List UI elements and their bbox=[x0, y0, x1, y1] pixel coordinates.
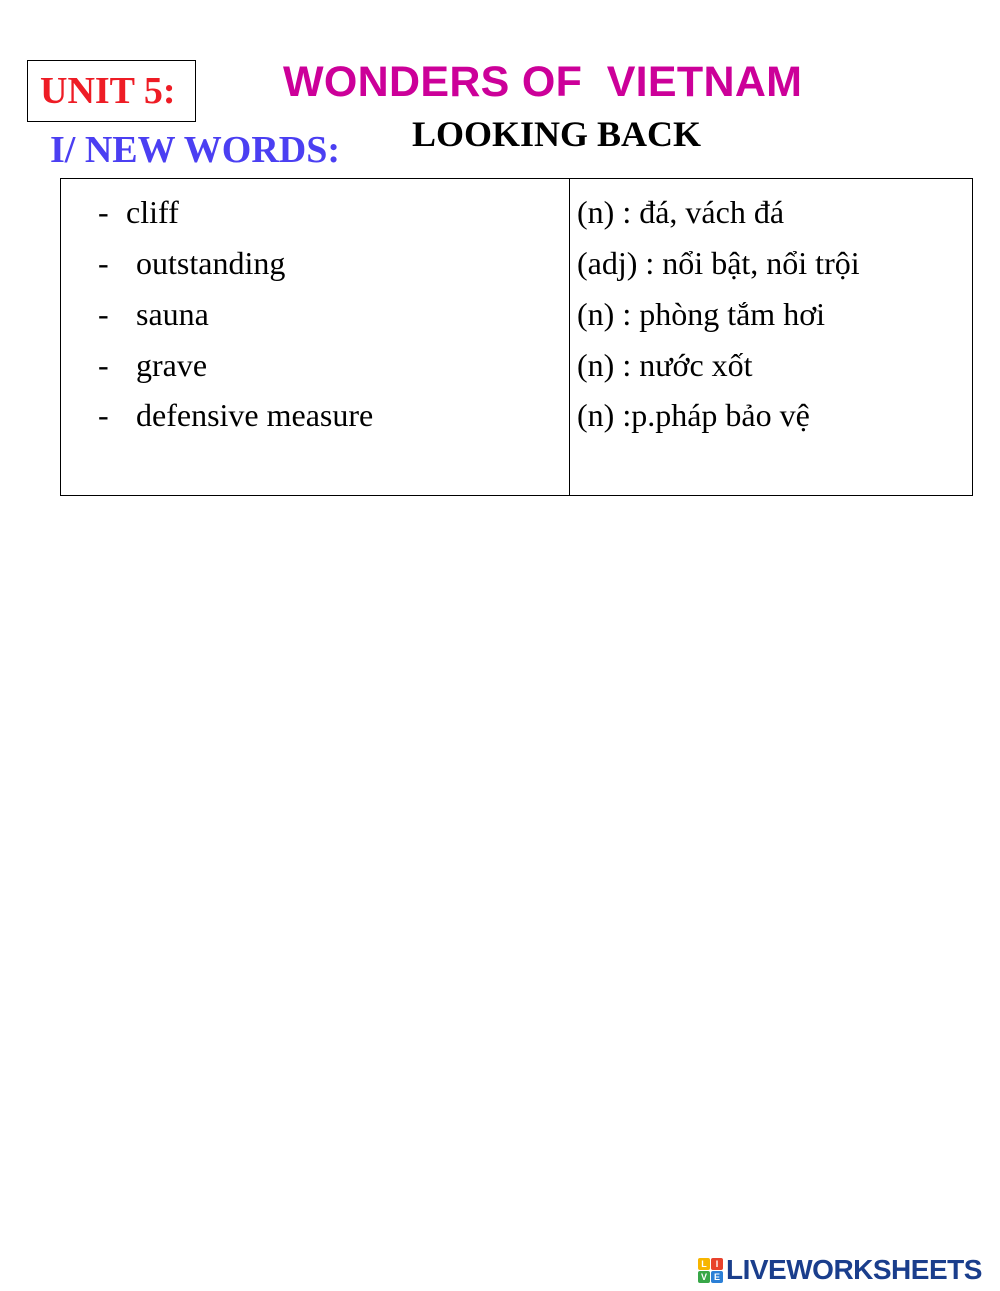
vocab-word: sauna bbox=[136, 296, 209, 332]
vocab-word-row bbox=[98, 194, 558, 230]
unit-label: UNIT 5: bbox=[40, 70, 176, 112]
liveworksheets-logo bbox=[698, 1255, 982, 1285]
vocab-word: defensive measure bbox=[136, 397, 374, 433]
worksheet-title: WONDERS OF VIETNAM bbox=[283, 58, 803, 106]
vocab-meaning: (n) : đá, vách đá bbox=[577, 194, 785, 230]
liveworksheets-logo-icon bbox=[698, 1258, 723, 1283]
list-dash: - bbox=[98, 296, 109, 332]
vocab-meaning: (n) :p.pháp bảo vệ bbox=[577, 397, 810, 433]
logo-tile: E bbox=[711, 1271, 723, 1283]
vocab-word: grave bbox=[136, 347, 208, 383]
vocab-meaning: (adj) : nổi bật, nổi trội bbox=[577, 245, 860, 281]
vocab-meaning: (n) : nước xốt bbox=[577, 347, 753, 383]
worksheet-subtitle: LOOKING BACK bbox=[412, 114, 702, 154]
vocab-word: cliff bbox=[126, 194, 179, 230]
vocab-word: outstanding bbox=[136, 245, 286, 281]
vocab-meaning: (n) : phòng tắm hơi bbox=[577, 296, 825, 332]
section-heading-new-words: I/ NEW WORDS: bbox=[50, 129, 340, 171]
vocabulary-table bbox=[60, 178, 973, 496]
vocab-word-row bbox=[98, 245, 558, 281]
logo-tile: L bbox=[698, 1258, 710, 1270]
vocab-word-row bbox=[98, 296, 558, 332]
unit-label-box bbox=[27, 60, 196, 122]
logo-tile: V bbox=[698, 1271, 710, 1283]
logo-wordmark: LIVEWORKSHEETS bbox=[726, 1254, 982, 1285]
logo-tile: I bbox=[711, 1258, 723, 1270]
list-dash: - bbox=[98, 194, 109, 230]
column-divider bbox=[569, 179, 570, 495]
vocab-word-row bbox=[98, 347, 558, 383]
vocab-word-row bbox=[98, 397, 558, 433]
list-dash: - bbox=[98, 245, 109, 281]
list-dash: - bbox=[98, 397, 109, 433]
list-dash: - bbox=[98, 347, 109, 383]
